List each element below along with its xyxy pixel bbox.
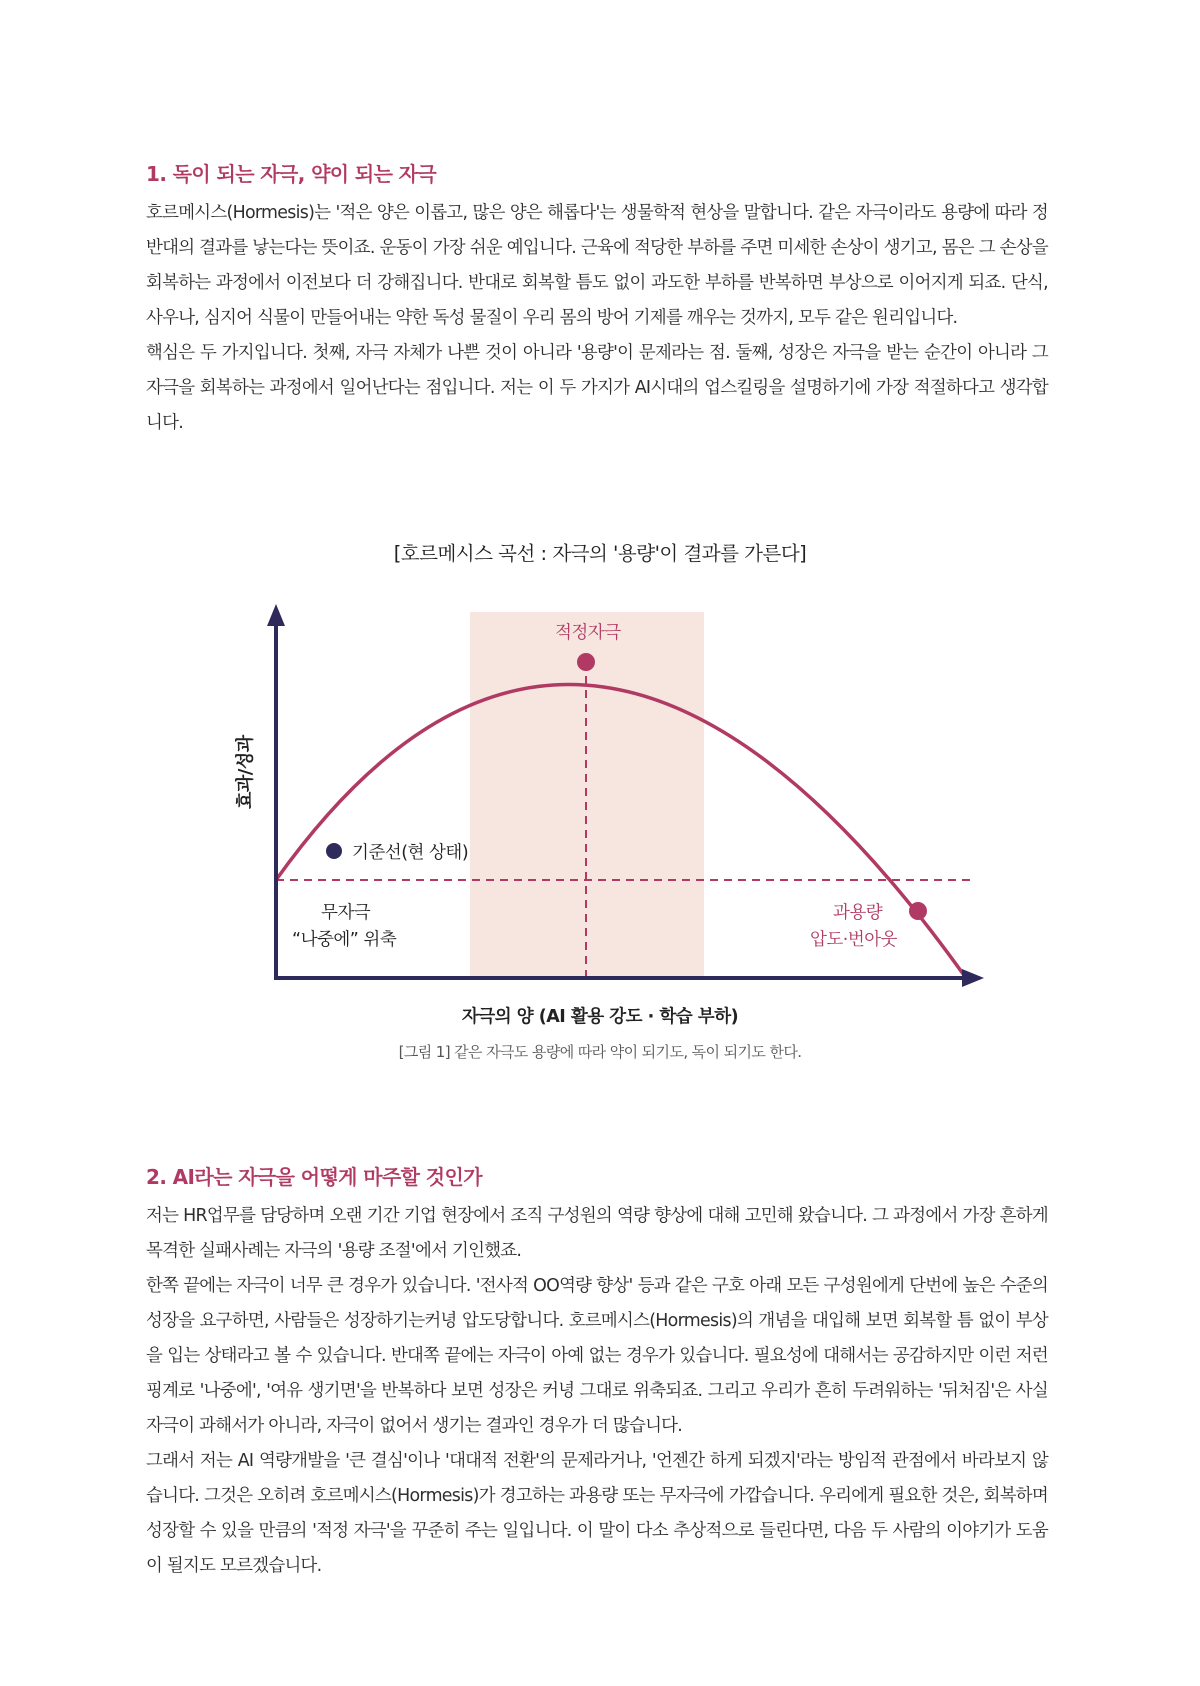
- section-1-paragraph: 호르메시스(Hormesis)는 '적은 양은 이롭고, 많은 양은 해롭다'는 생물학적 현상을 말합니다. 같은 자극이라도 용량에 따라 정반대의 결과를 낳는다는 뜻이죠. 운동이 가장 쉬운 예입니다. 근육에 적당한 부하를 주면 미세한 손상이 생기고, 몸은 그 손상을 회복하는 과정에서 이전보다 더 강해집니다. 반대로 회복할 틈도 없이 과도한 부하를 반복하면 부상으로 이어지게 되죠. 단식, 사우나, 심지어 식물이 만들어내는 약한 독성 물질이 우리 몸의 방어 기제를 깨우는 것까지, 모두 같은 원리입니다.: [146, 203, 1048, 328]
- section-1-title: 1. 독이 되는 자극, 약이 되는 자극: [146, 162, 437, 186]
- baseline-legend-dot: [326, 843, 342, 859]
- figure-caption: [그림 1] 같은 자극도 용량에 따라 약이 되기도, 독이 되기도 한다.: [398, 1043, 802, 1061]
- overdose-point: [909, 902, 927, 920]
- section-2: [146, 1161, 1048, 1584]
- section-2-paragraph: 그래서 저는 AI 역량개발을 '큰 결심'이나 '대대적 전환'의 문제라거나, '언젠간 하게 되겠지'라는 방임적 관점에서 바라보지 않습니다. 그것은 오히려 호르메시스(Hormesis)가 경고하는 과용량 또는 무자극에 가깝습니다. 우리에게 필요한 것은, 회복하며 성장할 수 있을 만큼의 '적정 자극'을 꾸준히 주는 일입니다. 이 말이 다소 추상적으로 들린다면, 다음 두 사람의 이야기가 도움이 될지도 모르겠습니다.: [146, 1451, 1048, 1576]
- left-zone-line2: “나중에” 위축: [292, 930, 397, 950]
- y-axis-arrow: [267, 604, 285, 626]
- section-2-paragraph: 저는 HR업무를 담당하며 오랜 기간 기업 현장에서 조직 구성원의 역량 향상에 대해 고민해 왔습니다. 그 과정에서 가장 흔하게 목격한 실패사례는 자극의 '용량 조절'에서 기인했죠.: [146, 1206, 1048, 1261]
- x-axis-label: 자극의 양 (AI 활용 강도 · 학습 부하): [461, 1007, 739, 1027]
- y-axis-label: 효과/성과: [235, 735, 256, 809]
- left-zone-line1: 무자극: [321, 903, 371, 923]
- right-zone-line1: 과용량: [833, 903, 883, 923]
- x-axis-arrow: [962, 969, 984, 987]
- right-zone-line2: 압도·번아웃: [810, 930, 898, 950]
- section-1-paragraph: 핵심은 두 가지입니다. 첫째, 자극 자체가 나쁜 것이 아니라 '용량'이 문제라는 점. 둘째, 성장은 자극을 받는 순간이 아니라 그 자극을 회복하는 과정에서 일어난다는 점입니다. 저는 이 두 가지가 AI시대의 업스킬링을 설명하기에 가장 적절하다고 생각합니다.: [146, 343, 1048, 433]
- section-2-paragraph: 한쪽 끝에는 자극이 너무 큰 경우가 있습니다. '전사적 OO역량 향상' 등과 같은 구호 아래 모든 구성원에게 단번에 높은 수준의 성장을 요구하면, 사람들은 성장하기는커녕 압도당합니다. 호르메시스(Hormesis)의 개념을 대입해 보면 회복할 틈 없이 부상을 입는 상태라고 볼 수 있습니다. 반대쪽 끝에는 자극이 아예 없는 경우가 있습니다. 필요성에 대해서는 공감하지만 이런 저런 핑계로 '나중에', '여유 생기면'을 반복하다 보면 성장은 커녕 그대로 위축되죠. 그리고 우리가 흔히 두려워하는 '뒤처짐'은 사실 자극이 과해서가 아니라, 자극이 없어서 생기는 결과인 경우가 더 많습니다.: [146, 1276, 1048, 1436]
- figure-title: [호르메시스 곡선 : 자극의 '용량'이 결과를 가른다]: [393, 542, 807, 565]
- optimal-label: 적정자극: [555, 623, 621, 643]
- section-2-title: 2. AI라는 자극을 어떻게 마주할 것인가: [146, 1165, 482, 1189]
- optimal-point: [577, 653, 595, 671]
- baseline-label: 기준선(현 상태): [352, 843, 469, 863]
